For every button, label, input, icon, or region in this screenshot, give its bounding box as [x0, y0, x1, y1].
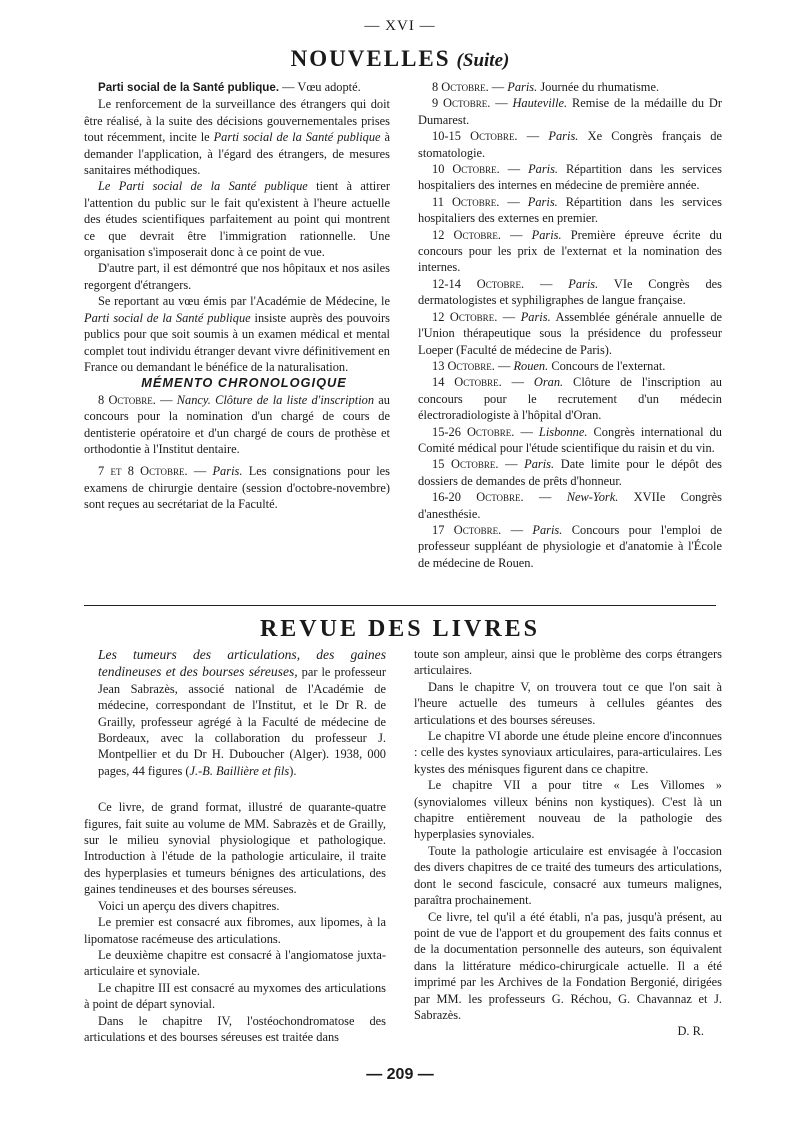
memento-dash: — — [497, 309, 521, 324]
book-ref-text: par le professeur Jean Sabrazès, associé national de l'Académie de médecine, correspondant de l'Institut, et le Dr R. de Grailly, professeur agrégé à la Faculté de médecine de Bordeaux, avec la collaboration du professeur J. Montpellier et du Dr H. Duboucher (Alger). 1938, 000 pages, 44 figures ( — [98, 665, 386, 778]
memento-text: Concours pour l'emploi de professeur suppléant de physiologie et d'anatomie à l'École de médecine de Rouen. — [418, 522, 722, 570]
memento-list-right — [418, 79, 722, 571]
review-paragraph: Ce livre, tel qu'il a été établi, n'a pas, jusqu'à présent, au point de vue de l'apport et du groupement des faits connus et de la documentation personnelle des auteurs, son équivalent dans la littérature médico-chirurgicale actuelle. Il a été imprimé par les Archives de la Fondation Bergonié, dirigées par MM. les professeurs G. Réchou, G. Chavannaz et J. Sabrazès. — [414, 909, 722, 1022]
review-paragraph: Le chapitre III est consacré au myxomes des articulations à point de départ synovial. — [84, 980, 386, 1012]
memento-dash: — — [155, 392, 177, 407]
memento-title: MÉMENTO CHRONOLOGIQUE — [141, 375, 347, 391]
memento-dash: — — [501, 522, 533, 537]
parti-p2-text: tient à attirer l'attention du public sur le fait qu'existent à l'heure actuelle des études scientifiques parfaitement au point qui montrent ce que devrait être l'immigration rationnelle. Une organisation s'imposerait donc à ce point de vue. — [84, 179, 390, 260]
parti-heading-rest: — Vœu adopté. — [279, 80, 361, 94]
review-paragraph: Le deuxième chapitre est consacré à l'angiomatose juxta-articulaire et synoviale. — [84, 947, 386, 979]
revue-title: REVUE DES LIVRES — [259, 616, 541, 642]
memento-text: Répartition dans les services hospitaliers des externes en premier. — [418, 194, 722, 226]
revue-column-right — [414, 646, 722, 1040]
memento-place: Paris. — [520, 309, 551, 324]
memento-entry — [84, 463, 390, 512]
memento-place: Paris. — [507, 80, 538, 94]
memento-entry — [418, 276, 722, 309]
memento-place: New-York. — [566, 490, 619, 505]
memento-text: Clôture de l'inscription au concours pour le recrutement d'un médecin électroradiologiste à l'hôpital d'Oran. — [418, 375, 722, 423]
memento-dash: — — [500, 227, 532, 242]
review-paragraph: Ce livre, de grand format, illustré de quarante-quatre figures, fait suite au volume de MM. Sabrazès et de Grailly, sur le milieu synovial physiologique et pathologique. Introduction à l'étude de la pathologie articulaire, il traite des hyperplasies et tumeurs bénignes des articulations, des gaines tendineuses et des bourses séreuses. — [84, 800, 386, 897]
memento-place: Lisbonne. — [538, 424, 588, 439]
book-reference — [84, 646, 386, 779]
memento-dash: — — [523, 490, 567, 505]
memento-list-left — [84, 392, 390, 513]
memento-text: Répartition dans les services hospitaliers des internes en médecine de première année. — [418, 162, 723, 193]
review-paragraph: Voici un aperçu des divers chapitres. — [98, 898, 280, 913]
folio: — XVI — — [364, 18, 436, 34]
parti-paragraph-2 — [84, 178, 390, 260]
memento-dash: — — [524, 276, 569, 291]
memento-text: XVIIe Congrès d'anesthésie. — [418, 490, 722, 521]
parti-paragraph-1 — [84, 96, 390, 178]
memento-text: Xe Congrès français de stomatologie. — [418, 129, 722, 160]
memento-date: 13 Octobre. — [432, 358, 495, 373]
memento-date: 10-15 Octobre. — [432, 129, 518, 144]
memento-dash: — — [498, 457, 525, 472]
memento-entry — [418, 358, 722, 374]
memento-dash: — — [490, 96, 513, 111]
parti-heading: Parti social de la Santé publique. — [98, 81, 280, 94]
memento-place: Paris. — [568, 276, 599, 291]
parti-heading-paragraph — [84, 79, 390, 96]
memento-date: 10 Octobre. — [432, 162, 500, 177]
nouvelles-column-right — [418, 79, 722, 571]
memento-date: 12 Octobre. — [432, 227, 501, 242]
memento-place: Paris. — [531, 227, 562, 242]
memento-text: Les consignations pour les examens de chirurgie dentaire (session d'octobre-novembre) sont reçues au secrétariat de la Faculté. — [84, 464, 390, 512]
memento-dash: — — [499, 162, 529, 177]
memento-place: Paris. — [212, 464, 243, 479]
review-paragraph: Dans le chapitre V, on trouvera tout ce que l'on sait à l'heure actuelle des tumeurs à cellules géantes des articulations et des bourses séreuses. — [414, 679, 722, 727]
memento-dash: — — [488, 80, 508, 94]
memento-place: Nancy. — [176, 392, 211, 407]
parti-p1-italic: Parti social de la Santé publique — [213, 130, 381, 145]
memento-entry — [418, 309, 722, 358]
memento-place: Paris. — [527, 194, 558, 209]
memento-date: 8 Octobre. — [98, 392, 156, 407]
nouvelles-column-left — [84, 79, 390, 513]
memento-entry — [418, 456, 722, 489]
review-signature: D. R. — [677, 1024, 704, 1039]
memento-entry — [84, 392, 390, 458]
memento-text-italic: Clôture de la liste d'inscription — [210, 392, 375, 407]
review-paragraph: toute son ampleur, ainsi que le problème des corps étrangers articulaires. — [414, 647, 722, 678]
review-paragraph: Le premier est consacré aux fibromes, aux lipomes, à la lipomatose racémeuse des articulations. — [84, 915, 386, 946]
parti-paragraph-3: D'autre part, il est démontré que nos hôpitaux et nos asiles regorgent d'étrangers. — [84, 261, 390, 292]
memento-dash: — — [514, 424, 539, 439]
review-paragraph: Dans le chapitre IV, l'ostéochondromatose des articulations et des bourses séreuses est traitée dans — [84, 1013, 386, 1044]
memento-dash: — — [499, 194, 528, 209]
parti-p4-italic: Parti social de la Santé publique — [84, 310, 251, 325]
revue-paragraphs-right — [414, 646, 722, 1023]
spacer — [84, 779, 386, 799]
memento-date: 17 Octobre. — [432, 522, 502, 537]
parti-p4-text-a: Se reportant au vœu émis par l'Académie de Médecine, le — [98, 294, 390, 309]
memento-place: Hauteville. — [512, 96, 568, 111]
memento-entry — [418, 161, 722, 194]
book-publisher: J.-B. Baillière et fils — [189, 763, 290, 778]
memento-text: Congrès international du Comité médical pour l'étude scientifique du raisin et du vin. — [418, 424, 722, 455]
memento-entry — [418, 79, 722, 95]
review-paragraph: Le chapitre VI aborde une étude pleine encore d'inconnues : celle des kystes synoviaux articulaires, para-articulaires. Les kystes des ménisques figurent dans ce chapitre. — [414, 729, 722, 776]
memento-date: 15-26 Octobre. — [432, 424, 515, 439]
nouvelles-title-suffix: (Suite) — [456, 50, 510, 71]
review-paragraph: Toute la pathologie articulaire est envisagée à l'occasion des divers chapitres de ce traité des tumeurs des articulations, dont le second fascicule, consacré aux tumeurs malignes, paraîtra prochainement. — [414, 843, 722, 908]
memento-date: 8 Octobre. — [432, 80, 489, 94]
memento-date: 14 Octobre. — [432, 375, 502, 390]
memento-place: Paris. — [548, 129, 579, 144]
memento-entry — [418, 128, 722, 161]
memento-text: Première épreuve écrite du concours pour les prix de l'externat et la nomination des internes. — [418, 227, 722, 275]
memento-date: 16-20 Octobre. — [432, 490, 524, 505]
memento-text: VIe Congrès des dermatologistes et syphiligraphes de langue française. — [418, 276, 722, 308]
parti-p1-text-a: Le renforcement de la surveillance des étrangers qui doit être réalisé, à la suite des décisions gouvernementales prises tout récemment, incite le — [84, 97, 390, 145]
memento-place: Rouen. — [513, 358, 549, 373]
memento-date: 12-14 Octobre. — [432, 276, 525, 291]
memento-place: Paris. — [528, 162, 559, 177]
memento-dash: — — [501, 375, 534, 390]
page-number: — 209 — — [366, 1066, 434, 1083]
memento-entry — [418, 489, 722, 522]
memento-date: 12 Octobre. — [432, 309, 498, 324]
memento-text: au concours pour la nomination d'un chargé de cours de dentisterie opératoire et d'un chargé de cours de prothèse et orthodontie à l'Institut dentaire. — [84, 392, 390, 456]
memento-text: Assemblée générale annuelle de l'Union thérapeutique sous la présidence du professeur Loeper (Faculté de médecine de Paris). — [418, 309, 723, 357]
memento-entry — [418, 522, 722, 571]
revue-paragraphs-left — [84, 799, 386, 1045]
nouvelles-title-text: NOUVELLES — [290, 46, 451, 71]
memento-date: 7 et 8 Octobre. — [98, 464, 188, 479]
parti-paragraph-4 — [84, 293, 390, 375]
memento-entry — [418, 374, 722, 423]
memento-date: 9 Octobre. — [432, 96, 491, 111]
memento-date: 11 Octobre. — [432, 194, 500, 209]
memento-place: Paris. — [532, 522, 563, 537]
memento-text: Remise de la médaille du Dr Dumarest. — [418, 96, 722, 127]
memento-text: Concours de l'externat. — [548, 358, 666, 373]
section-divider — [84, 605, 716, 606]
memento-place: Paris. — [524, 457, 555, 472]
review-paragraph: Le chapitre VII a pour titre « Les Villomes » (synovialomes villeux bénins non kystiques). C'est là un chapitre entièrement nouveau de la pathologie des hyperplasies synoviales. — [414, 778, 722, 842]
memento-text: Date limite pour le dépôt des dossiers de demandes de prêts d'honneur. — [418, 457, 722, 488]
memento-date: 15 Octobre. — [432, 457, 499, 472]
parti-p4-text-b: insiste auprès des pouvoirs publics pour que soit soumis à un examen médical et mental complet tout individu étranger devant vivre définitivement en France ou demandant le bénéfice de la naturalisation. — [84, 310, 391, 374]
memento-entry — [418, 194, 722, 227]
memento-dash: — — [494, 358, 514, 373]
memento-text: Journée du rhumatisme. — [537, 80, 660, 94]
memento-dash: — — [187, 464, 213, 479]
memento-entry — [418, 227, 722, 276]
memento-entry — [418, 424, 722, 457]
book-ref-end: ). — [289, 763, 297, 778]
revue-column-left — [84, 646, 386, 1045]
parti-p1-text-b: à demander l'application, à l'égard des étrangers, de mesures sanitaires méthodiques. — [84, 130, 390, 178]
parti-p2-italic: Le Parti social de la Santé publique — [98, 179, 308, 194]
book-title: Les tumeurs des articulations, des gaines tendineuses et des bourses séreuses, — [98, 647, 386, 680]
memento-entry — [418, 95, 722, 128]
nouvelles-title — [0, 46, 800, 72]
memento-dash: — — [517, 129, 549, 144]
memento-place: Oran. — [533, 375, 564, 390]
